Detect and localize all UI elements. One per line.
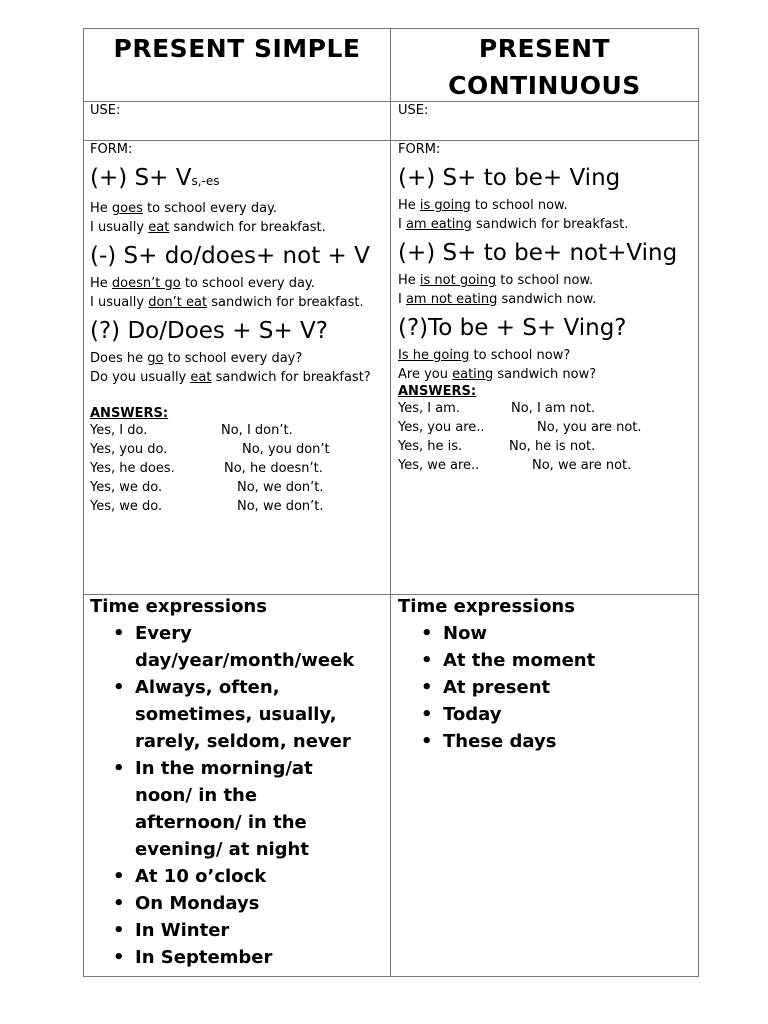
negative-formula: (-) S+ do/does+ not + V (90, 243, 370, 269)
answers-list (398, 399, 696, 475)
list-item: • In Winter (90, 917, 388, 944)
present-continuous-title: PRESENT CONTINUOUS (448, 34, 641, 100)
answer-row: Yes, you do. No, you don’t (90, 442, 330, 457)
list-item: • Today (398, 701, 696, 728)
list-item: • Every day/year/month/week (90, 620, 388, 674)
list-item: • At the moment (398, 647, 696, 674)
question-example-2: Are you eating sandwich now? (398, 367, 597, 382)
negative-example-2: I usually don’t eat sandwich for breakfast. (90, 295, 364, 310)
list-item: • These days (398, 728, 696, 755)
list-item: • In the morning/at noon/ in the afternoon/ in the evening/ at night (90, 755, 388, 863)
affirmative-formula: (+) S+ Vs,-es (90, 165, 220, 191)
question-example-2: Do you usually eat sandwich for breakfast? (90, 370, 371, 385)
list-item: • In September (90, 944, 388, 971)
form-label: FORM: (398, 142, 441, 157)
right-use-label: USE: (398, 103, 429, 118)
answers-label: ANSWERS: (398, 384, 477, 399)
time-expressions-title: Time expressions (398, 596, 575, 617)
list-item: • On Mondays (90, 890, 388, 917)
verb-suffix: s,-es (191, 174, 220, 188)
affirmative-example-2: I am eating sandwich for breakfast. (398, 217, 629, 232)
answer-row: Yes, I do. No, I don’t. (90, 423, 293, 438)
answers-label: ANSWERS: (90, 406, 169, 421)
answer-row: Yes, he is. No, he is not. (398, 439, 596, 454)
question-example-1: Does he go to school every day? (90, 351, 303, 366)
negative-formula: (+) S+ to be+ not+Ving (398, 240, 678, 266)
question-formula: (?)To be + S+ Ving? (398, 315, 627, 341)
present-simple-title: PRESENT SIMPLE (113, 34, 361, 63)
right-time-expressions (398, 594, 696, 755)
time-expressions-list (398, 620, 696, 755)
answer-row: Yes, he does. No, he doesn’t. (90, 461, 323, 476)
time-expressions-title: Time expressions (90, 596, 267, 617)
answer-row: Yes, we are.. No, we are not. (398, 458, 632, 473)
list-item: • Now (398, 620, 696, 647)
question-formula: (?) Do/Does + S+ V? (90, 318, 328, 344)
affirmative-example-1: He is going to school now. (398, 198, 568, 213)
answer-row: Yes, we do. No, we don’t. (90, 499, 324, 514)
left-form-section (90, 140, 388, 516)
answers-list (90, 421, 388, 516)
left-use-label: USE: (90, 103, 121, 118)
affirmative-example-2: I usually eat sandwich for breakfast. (90, 220, 326, 235)
answer-row: Yes, we do. No, we don’t. (90, 480, 324, 495)
time-expressions-list (90, 620, 388, 971)
list-item: • Always, often, sometimes, usually, rarely, seldom, never (90, 674, 388, 755)
answer-row: Yes, you are.. No, you are not. (398, 420, 642, 435)
answer-row: Yes, I am. No, I am not. (398, 401, 596, 416)
affirmative-example-1: He goes to school every day. (90, 201, 278, 216)
form-label: FORM: (90, 142, 133, 157)
right-form-section (398, 140, 696, 475)
question-example-1: Is he going to school now? (398, 348, 571, 363)
column-divider (390, 28, 391, 977)
list-item: • At present (398, 674, 696, 701)
affirmative-formula: (+) S+ to be+ Ving (398, 165, 621, 191)
negative-example-2: I am not eating sandwich now. (398, 292, 597, 307)
left-time-expressions (90, 594, 388, 971)
list-item: • At 10 o’clock (90, 863, 388, 890)
negative-example-1: He is not going to school now. (398, 273, 594, 288)
negative-example-1: He doesn’t go to school every day. (90, 276, 315, 291)
